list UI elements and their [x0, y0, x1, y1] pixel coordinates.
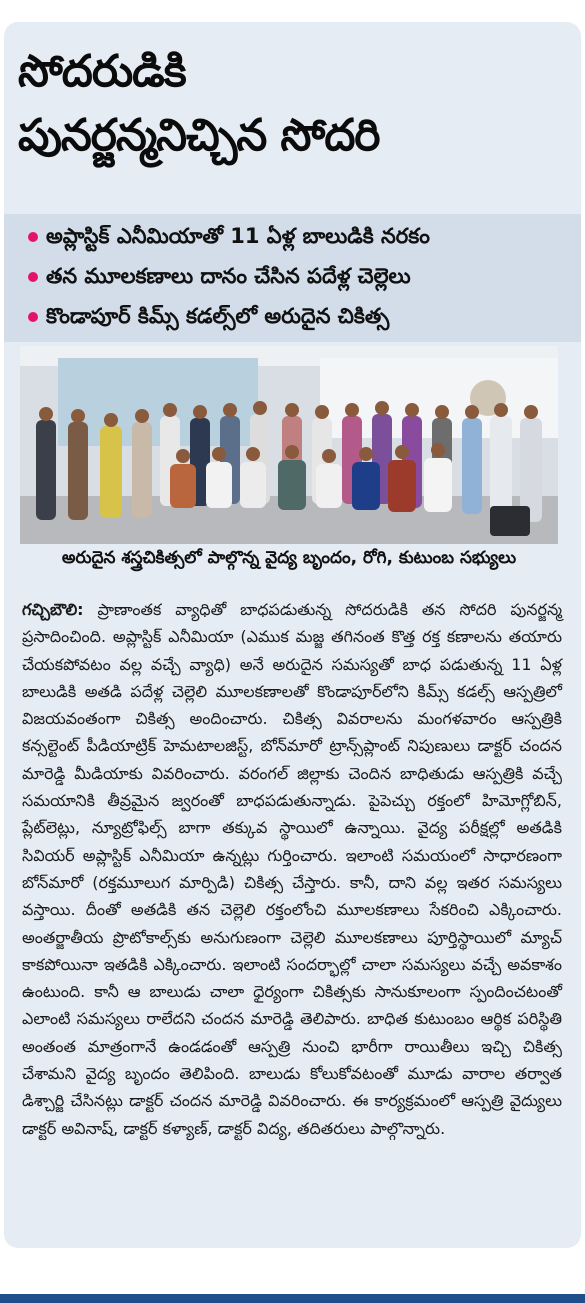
headline-line-2: పునర్జన్మనిచ్చిన సోదరి: [18, 110, 380, 161]
dateline: గచ్చిబౌలి:: [22, 600, 84, 619]
headline-line-1: సోదరుడికి: [18, 46, 186, 97]
subheadline-bullets: [4, 214, 581, 342]
bullet-dot-icon: [28, 272, 38, 282]
photo-caption: అరుదైన శస్త్రచికిత్సలో పాల్గొన్న వైద్య బృందం, రోగి, కుటుంబ సభ్యులు: [61, 548, 517, 568]
bullet-item: అప్లాస్టిక్ ఎనీమియాతో 11 ఏళ్ల బాలుడికి నరకం: [28, 224, 430, 254]
bullet-dot-icon: [28, 312, 38, 322]
footer-bar: [0, 1294, 585, 1303]
bullet-item: తన మూలకణాలు దానం చేసిన పదేళ్ల చెల్లెలు: [28, 264, 411, 294]
bullet-item: కొండాపూర్ కిమ్స్ కడల్స్‌లో అరుదైన చికిత్స: [28, 304, 389, 334]
article-body: [22, 596, 562, 1142]
bullet-dot-icon: [28, 232, 38, 242]
headline: [18, 40, 573, 168]
group-photo: [20, 346, 558, 544]
article-text: ప్రాణాంతక వ్యాధితో బాధపడుతున్న సోదరుడికి తన సోదరి పునర్జన్మ ప్రసాదించింది. అప్లాస్టిక్ ఎనీమియా (ఎముక మజ్జ తగినంత కొత్త రక్త కణాలను తయారు చేయకపోవటం వల్ల వచ్చే వ్యాధి) అనే అరుదైన సమస్యతో బాధ పడుతున్న 11 ఏళ్ల బాలుడికి అతడి పదేళ్ల చెల్లెలి మూలకణాలతో కొండాపూర్‌లోని కిమ్స్ కడల్స్ ఆస్పత్రిలో విజయవంతంగా చికిత్స అందించారు. చికిత్స వివరాలను మంగళవారం ఆస్పత్రికి కన్సల్టెంట్ పీడియాట్రిక్ హెమటాలజిస్ట్, బోన్‌మారో ట్రాన్స్‌ప్లాంట్ నిపుణులు డాక్టర్ చందన మారెడ్డి మీడియాకు వివరించారు. వరంగల్ జిల్లాకు చెందిన బాధితుడు ఆస్పత్రికి వచ్చే సమయానికి తీవ్రమైన జ్వరంతో బాధపడుతున్నాడు. పైపెచ్చు రక్తంలో హిమోగ్లోబిన్, ప్లేట్‌లెట్లు, న్యూట్రోఫిల్స్ బాగా తక్కువ స్థాయిలో ఉన్నాయి. వైద్య పరీక్షల్లో అతడికి సివియర్ అప్లాస్టిక్ ఎనీమియా ఉన్నట్లు గుర్తించారు. ఇలాంటి సమయంలో సాధారణంగా బోన్‌మారో (రక్తమూలుగ మార్పిడి) చికిత్స చేస్తారు. కానీ, దాని వల్ల ఇతర సమస్యలు వస్తాయి. దీంతో అతడికి తన చెల్లెలి రక్తంలోంచి మూలకణాలు సేకరించి ఎక్కించారు. అంతర్జాతీయ ప్రొటోకాల్స్‌కు అనుగుణంగా చెల్లెలి మూలకణాలు పూర్తిస్థాయిలో మ్యాచ్ కాకపోయినా ఇతడికి ఎక్కించారు. ఇలాంటి సందర్భాల్లో చాలా సమస్యలు వచ్చే అవకాశం ఉంటుంది. కానీ ఆ బాలుడు చాలా ధైర్యంగా చికిత్సకు సానుకూలంగా స్పందించటంతో ఎలాంటి సమస్యలు రాలేదని చందన మారెడ్డి తెలిపారు. బాధిత కుటుంబం ఆర్థిక పరిస్థితి అంతంత మాత్రంగానే ఉండడంతో ఆస్పత్రి నుంచి భారీగా రాయితీలు ఇచ్చి చికిత్స చేశామని వైద్య బృందం తెలిపింది. బాలుడు కోలుకోవటంతో మూడు వారాల తర్వాత డిశ్చార్జి చేసినట్లు డాక్టర్ చందన మారెడ్డి వివరించారు. ఈ కార్యక్రమంలో ఆస్పత్రి వైద్యులు డాక్టర్ అవినాష్, డాక్టర్ కళ్యాణ్, డాక్టర్ విద్య, తదితరులు పాల్గొన్నారు.: [22, 600, 562, 1138]
